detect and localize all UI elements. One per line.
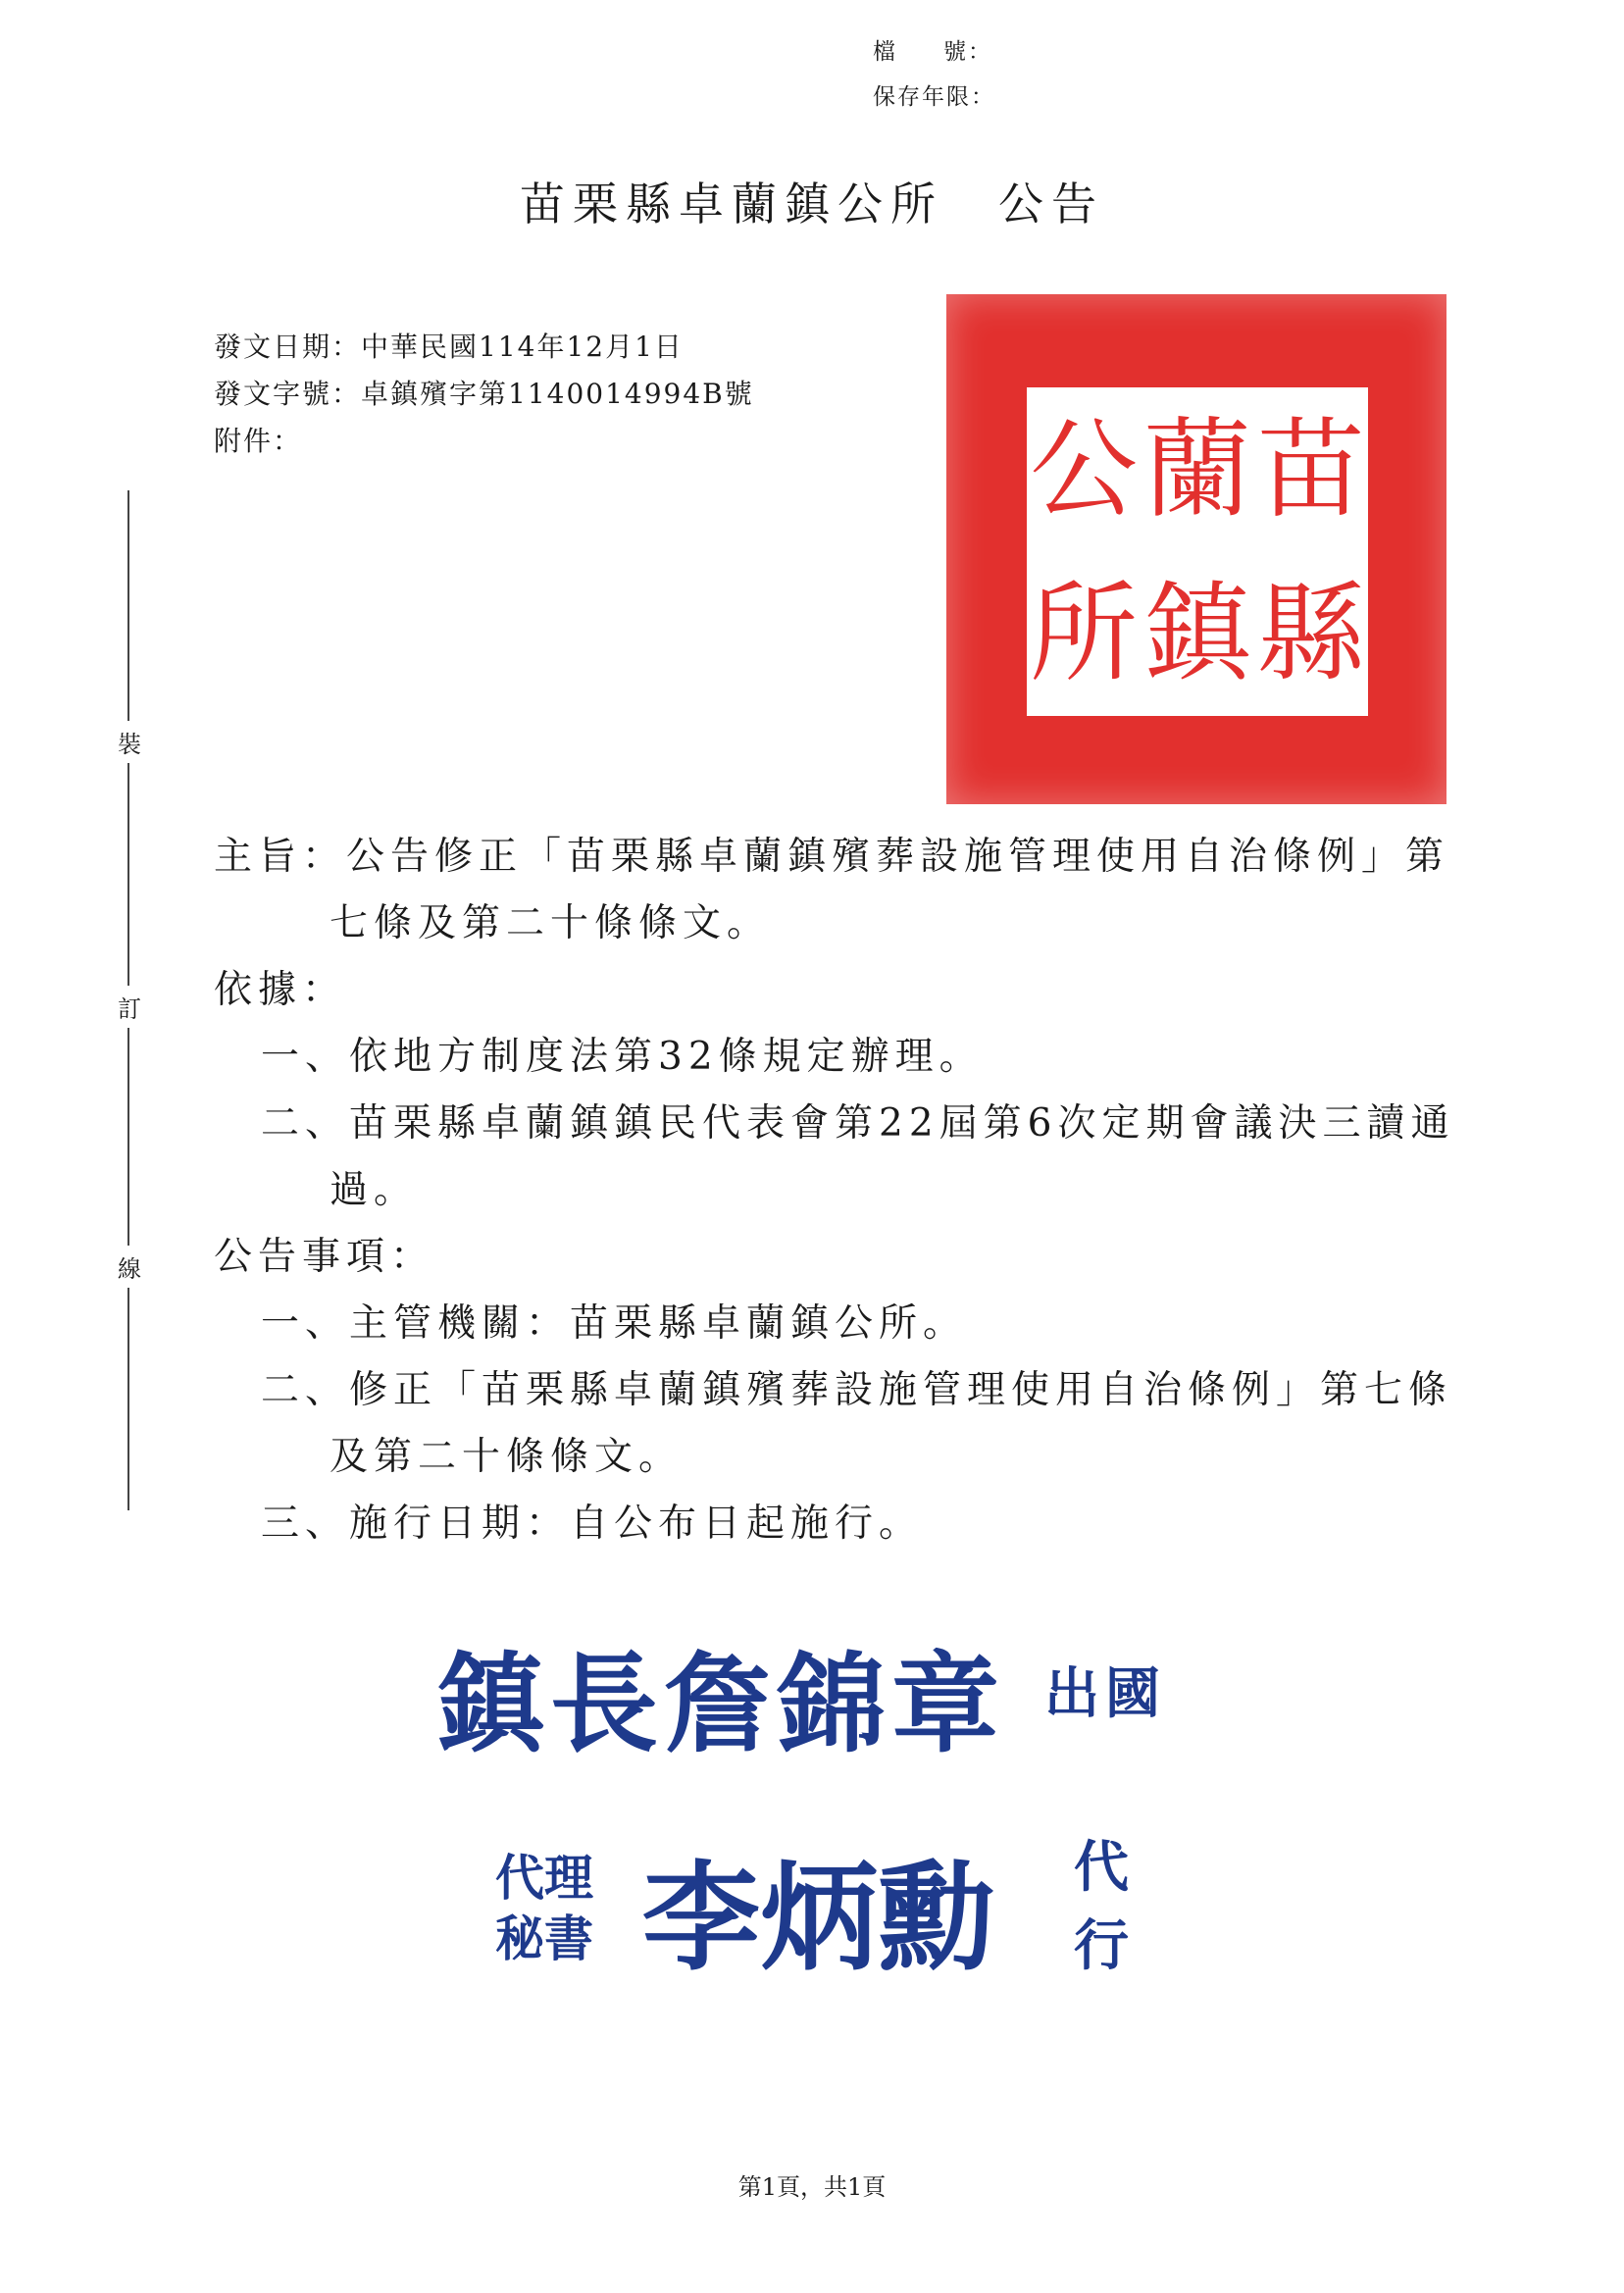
retention-label: 保存年限： [873,84,995,110]
acting-role: 代理 秘書 [495,1849,593,1967]
mayor-signature-stamp [436,1618,1166,1773]
file-meta [873,29,995,120]
notice-item: 一、主管機關：苗栗縣卓蘭鎮公所。 [261,1301,968,1346]
subject-label: 主旨： [214,835,347,879]
page-title [0,169,1624,233]
seal-char: 縣 [1257,571,1365,697]
binding-char-zhuang: 裝 [116,721,143,763]
issue-number-row [214,371,754,418]
binding-char-ding: 訂 [116,986,143,1028]
mayor-title: 鎮長 [436,1641,664,1767]
binding-char-xian: 線 [116,1246,143,1288]
seal-inner [1027,387,1368,716]
mayor-name: 詹錦章 [664,1641,1005,1767]
page-number: 第1頁，共1頁 [737,2173,887,2201]
issue-date-value: 中華民國114年12月1日 [361,331,684,363]
notice-item-continuation: 及第二十條條文。 [330,1435,684,1479]
subject-line-2: 七條及第二十條條文。 [330,901,772,945]
seal-char: 鎮 [1143,571,1251,697]
official-seal [946,294,1446,804]
acting-signature-stamp [495,1824,1129,1993]
file-number-label: 檔 號： [873,39,992,65]
file-number-row [873,29,995,75]
seal-char: 蘭 [1143,406,1251,533]
basis-item-continuation: 過。 [330,1168,419,1212]
acting-name: 李炳勳 [642,1849,995,1987]
issue-number-label: 發文字號： [214,378,362,410]
subject-line-1 [214,824,1469,891]
agency-name: 苗栗縣卓蘭鎮公所 [520,178,943,230]
subject-text: 公告修正「苗栗縣卓蘭鎮殯葬設施管理使用自治條例」第 [346,835,1450,879]
notice-item: 二、修正「苗栗縣卓蘭鎮殯葬設施管理使用自治條例」第七條 [261,1368,1453,1412]
basis-item: 二、苗栗縣卓蘭鎮鎮民代表會第22屆第6次定期會議決三讀通 [261,1101,1455,1146]
mayor-status: 出國 [1044,1661,1166,1726]
seal-char: 所 [1030,571,1138,697]
basis-item: 一、依地方制度法第32條規定辦理。 [261,1035,984,1079]
seal-char: 苗 [1257,406,1365,533]
acting-mark: 代行 [1074,1835,1129,1978]
doc-type: 公告 [998,178,1104,230]
attachment-label: 附件： [214,425,303,457]
issue-number-value: 卓鎮殯字第1140014994B號 [361,378,754,410]
issue-info [214,324,754,465]
notice-item: 三、施行日期：自公布日起施行。 [261,1502,924,1546]
attachment-row [214,418,754,465]
retention-row [873,75,995,120]
notice-body [214,824,1469,1557]
basis-label: 依據： [214,968,347,1012]
issue-date-row [214,324,754,371]
issue-date-label: 發文日期： [214,331,362,363]
notice-label: 公告事項： [214,1235,435,1279]
seal-char: 公 [1030,406,1138,533]
